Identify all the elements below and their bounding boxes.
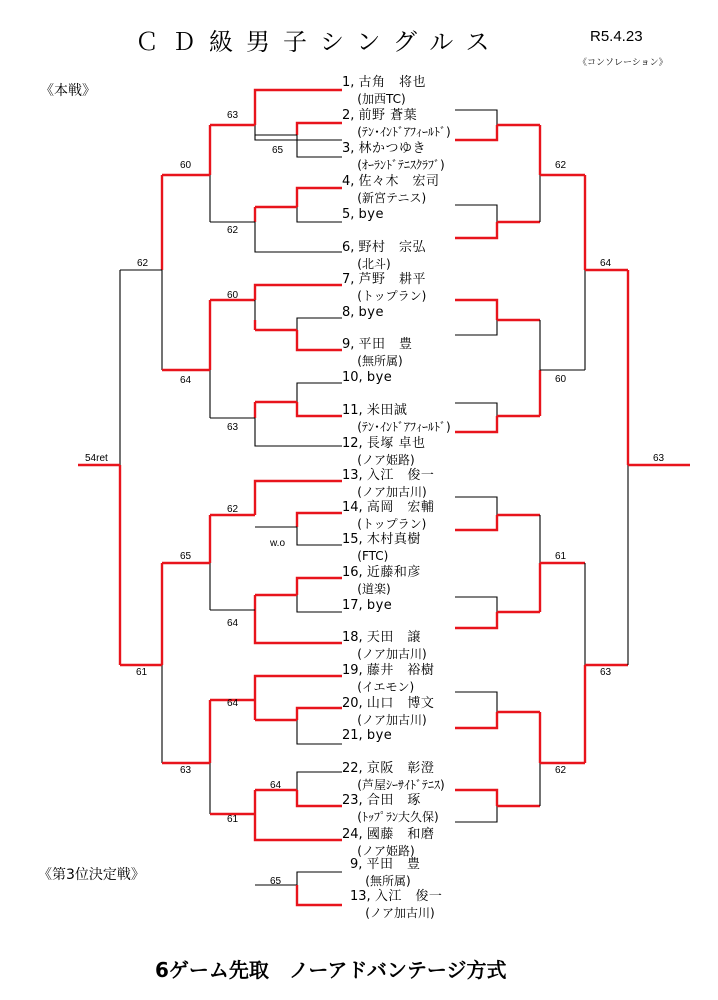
line-p15 — [297, 527, 342, 545]
player-name: 林かつゆき — [358, 141, 427, 156]
player-club: (トップラン) — [342, 289, 427, 303]
player-name: 米田誠 — [366, 403, 408, 418]
player-club: (ノア姫路) — [342, 453, 415, 467]
event-date: R5.4.23 — [590, 28, 643, 45]
player-entry — [342, 435, 425, 469]
player-number: 20, — [342, 696, 367, 711]
player-number: 4, — [342, 174, 359, 189]
match-score: 61 — [227, 814, 239, 825]
player-entry — [342, 467, 434, 501]
player-name: bye — [358, 305, 384, 320]
player-club: (イエモン) — [342, 680, 415, 694]
player-number: 16, — [342, 565, 367, 580]
player-name: 天田 譲 — [366, 630, 421, 645]
match-score: 62 — [555, 160, 567, 171]
player-name: 國藤 和磨 — [366, 827, 435, 842]
line-p23 — [297, 790, 342, 806]
player-entry — [342, 597, 392, 614]
player-entry — [342, 369, 392, 386]
player-number: 2, — [342, 108, 359, 123]
player-name: 平田 豊 — [358, 337, 413, 352]
player-name: 入江 俊一 — [366, 468, 435, 483]
player-number: 15, — [342, 532, 367, 547]
line-p24 — [255, 814, 342, 840]
player-entry — [342, 662, 434, 696]
footer-rule-text: 6ゲーム先取 ノーアドバンテージ方式 — [155, 958, 507, 982]
bracket-line — [455, 125, 497, 140]
match-score: 62 — [137, 258, 149, 269]
line-p20 — [297, 708, 342, 720]
match-score: 64 — [270, 780, 282, 791]
line-p21 — [297, 720, 342, 744]
player-name: 京阪 彰澄 — [366, 761, 435, 776]
player-club: (ノア姫路) — [342, 844, 415, 858]
match-score: 60 — [227, 290, 239, 301]
player-club: (ノア加古川) — [342, 485, 427, 499]
player-club: (新宮テニス) — [342, 191, 427, 205]
player-number: 8, — [342, 305, 359, 320]
line-p14 — [297, 513, 342, 527]
player-club: (トップラン) — [342, 517, 427, 531]
line-third-13 — [297, 885, 342, 905]
player-name: 山口 博文 — [366, 696, 435, 711]
bracket-line — [455, 497, 497, 515]
player-name: bye — [366, 728, 393, 743]
match-score: 61 — [136, 667, 148, 678]
player-number: 6, — [342, 240, 359, 255]
player-number: 12, — [342, 436, 367, 451]
line-p1-loss — [255, 125, 342, 140]
match-score: 64 — [227, 618, 239, 629]
player-number: 13, — [342, 468, 367, 483]
section-main-label: 《本戦》 — [40, 83, 96, 99]
player-club: (FTC) — [342, 549, 389, 563]
player-number: 11, — [342, 403, 367, 418]
player-club: (無所属) — [342, 354, 403, 368]
player-name: 近藤和彦 — [366, 565, 421, 580]
match-score: 63 — [227, 110, 239, 121]
bracket-line — [455, 416, 497, 432]
player-club: (ﾃﾝ･ｲﾝﾄﾞｱﾌｨｰﾙﾄﾞ) — [342, 125, 451, 139]
player-club: (北斗) — [342, 257, 391, 271]
line-p2 — [297, 123, 342, 135]
bracket-line — [455, 612, 497, 628]
player-number: 18, — [342, 630, 367, 645]
player-name: 前野 蒼葉 — [358, 108, 418, 123]
player-name: 野村 宗弘 — [358, 240, 427, 255]
player-entry — [342, 531, 421, 565]
player-name: 木村真樹 — [366, 532, 421, 547]
player-number: 9, — [342, 337, 359, 352]
player-entry — [342, 792, 439, 826]
player-entry — [342, 206, 384, 223]
player-club: (ｵｰﾗﾝﾄﾞﾃﾆｽｸﾗﾌﾞ) — [342, 158, 445, 172]
match-score: 64 — [227, 698, 239, 709]
bracket-line — [455, 806, 497, 822]
match-score: 64 — [600, 258, 612, 269]
player-number: 21, — [342, 728, 367, 743]
player-club: (道楽) — [342, 582, 391, 596]
bracket-line — [455, 300, 497, 320]
line-p8 — [297, 318, 342, 330]
line-p16 — [297, 578, 342, 595]
match-score: 62 — [227, 504, 239, 515]
line-p11 — [297, 402, 342, 416]
line-p6 — [255, 222, 342, 252]
player-entry — [342, 140, 445, 174]
third-place-entry — [350, 856, 421, 890]
player-entry — [342, 826, 434, 860]
consolation-note: 《コンソレーション》 — [578, 58, 668, 68]
match-score: 65 — [180, 551, 192, 562]
player-club: (芦屋ｼｰｻｲﾄﾞﾃﾆｽ) — [342, 778, 445, 792]
line-p22 — [297, 772, 342, 790]
bracket-line — [455, 515, 497, 530]
player-club: (ノア加古川) — [342, 713, 427, 727]
player-entry — [342, 499, 434, 533]
match-score: 63 — [227, 422, 239, 433]
player-club: (加西TC) — [342, 92, 406, 106]
bracket-line — [455, 790, 497, 806]
player-entry — [342, 271, 426, 305]
player-number: 23, — [342, 793, 367, 808]
third-place-entry — [350, 888, 442, 922]
player-number: 17, — [342, 598, 367, 613]
player-number: 5, — [342, 207, 359, 222]
player-number: 14, — [342, 500, 367, 515]
bracket-line — [455, 320, 497, 335]
match-score: w.o — [270, 538, 286, 549]
player-name: 芦野 耕平 — [358, 272, 427, 287]
player-number: 22, — [342, 761, 367, 776]
player-club: (ノア加古川) — [342, 647, 427, 661]
bracket-line — [455, 692, 497, 712]
player-name: 長塚 卓也 — [366, 436, 426, 451]
player-entry — [342, 173, 440, 207]
player-name: 入江 俊一 — [374, 889, 443, 904]
player-number: 9, — [350, 857, 367, 872]
line-p1 — [255, 90, 342, 125]
match-score: 62 — [227, 225, 239, 236]
player-number: 7, — [342, 272, 359, 287]
player-name: bye — [366, 370, 393, 385]
player-entry — [342, 336, 413, 370]
line-p17 — [297, 595, 342, 612]
bracket-line — [455, 712, 497, 728]
player-entry — [342, 74, 426, 108]
player-name: bye — [366, 598, 393, 613]
player-name: 合田 琢 — [366, 793, 421, 808]
line-third-9 — [255, 872, 342, 885]
player-entry — [342, 107, 451, 141]
player-entry — [342, 727, 392, 744]
player-entry — [342, 629, 427, 663]
player-number: 3, — [342, 141, 359, 156]
match-score: 61 — [555, 551, 567, 562]
player-club: (ノア加古川) — [350, 906, 435, 920]
line-p18 — [255, 610, 342, 643]
player-entry — [342, 564, 421, 598]
match-score: 63 — [600, 667, 612, 678]
player-entry — [342, 695, 434, 729]
match-score: 65 — [270, 876, 282, 887]
line-p3 — [297, 135, 342, 157]
match-score: 60 — [555, 374, 567, 385]
line-p5 — [297, 207, 342, 222]
line-p19 — [255, 676, 342, 700]
player-number: 19, — [342, 663, 367, 678]
player-club: (無所属) — [350, 874, 411, 888]
line-c-a — [455, 110, 497, 125]
section-third-place-label: 《第3位決定戦》 — [38, 867, 145, 883]
player-number: 10, — [342, 370, 367, 385]
player-name: 高岡 宏輔 — [366, 500, 435, 515]
player-name: 古角 将也 — [358, 75, 427, 90]
player-number: 1, — [342, 75, 359, 90]
line-p10 — [297, 383, 342, 402]
line-p9 — [297, 330, 342, 350]
player-name: bye — [358, 207, 384, 222]
player-entry — [342, 760, 445, 794]
bracket-line — [455, 403, 497, 416]
match-score: 63 — [653, 453, 665, 464]
line-p12 — [255, 418, 342, 446]
match-score: 60 — [180, 160, 192, 171]
line-p13 — [255, 481, 342, 515]
player-entry — [342, 239, 426, 273]
match-score: 64 — [180, 375, 192, 386]
player-entry — [342, 402, 451, 436]
line-p4 — [297, 188, 342, 207]
match-score: 65 — [272, 145, 284, 156]
player-club: (ﾃﾝ･ｲﾝﾄﾞｱﾌｨｰﾙﾄﾞ) — [342, 420, 451, 434]
player-number: 13, — [350, 889, 375, 904]
bracket-line — [455, 205, 497, 222]
bracket-line — [455, 597, 497, 612]
player-club: (ﾄｯﾌﾟﾗﾝ大久保) — [342, 810, 439, 824]
page-title: ＣＤ級男子シングルス — [135, 28, 503, 56]
player-name: 佐々木 宏司 — [358, 174, 440, 189]
player-name: 藤井 裕樹 — [366, 663, 435, 678]
player-number: 24, — [342, 827, 367, 842]
match-score: 63 — [180, 765, 192, 776]
match-score: 62 — [555, 765, 567, 776]
player-entry — [342, 304, 384, 321]
match-score: 54ret — [85, 453, 108, 464]
line-p7 — [255, 285, 342, 300]
bracket-line — [455, 222, 497, 238]
player-name: 平田 豊 — [366, 857, 421, 872]
